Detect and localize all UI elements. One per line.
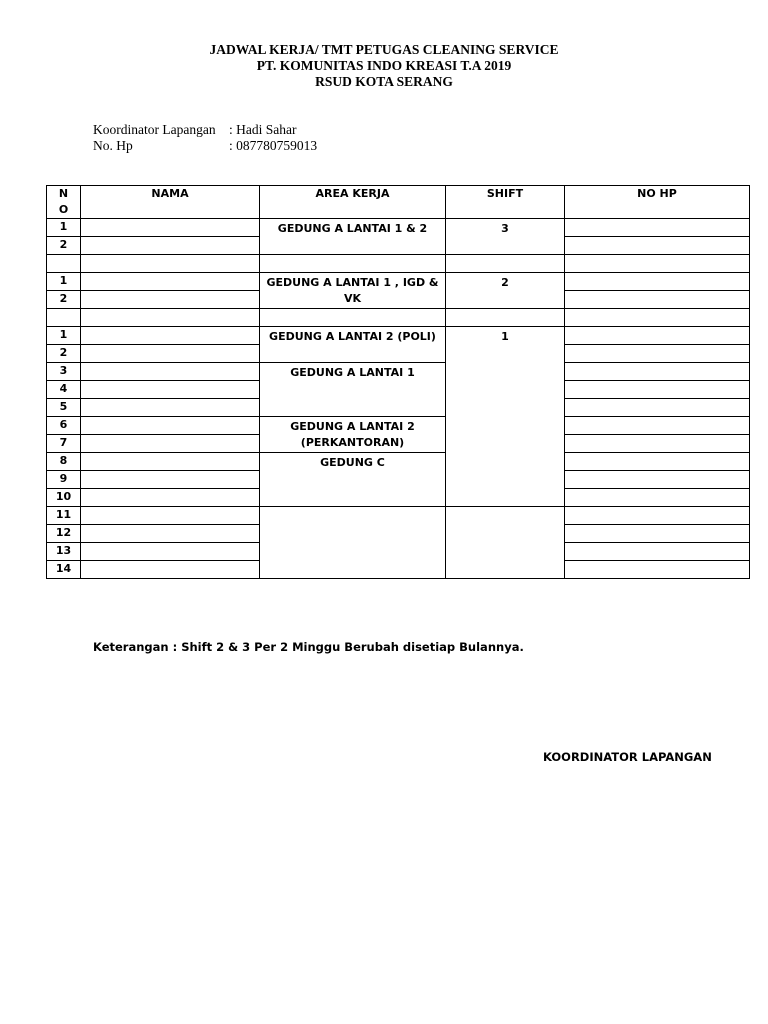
nohp-cell — [565, 363, 750, 381]
coordinator-label: Koordinator Lapangan — [93, 122, 216, 137]
nohp-cell — [565, 327, 750, 345]
row-number: 5 — [47, 399, 81, 417]
nohp-cell — [565, 507, 750, 525]
row-number: 6 — [47, 417, 81, 435]
nohp-cell — [565, 417, 750, 435]
nama-cell — [81, 507, 260, 525]
row-number: 1 — [47, 219, 81, 237]
area-cell: GEDUNG A LANTAI 1 — [260, 363, 446, 417]
area-cell-empty — [260, 507, 446, 579]
shift-cell: 1 — [446, 327, 565, 507]
nama-cell — [81, 471, 260, 489]
row-number: 11 — [47, 507, 81, 525]
nama-cell — [81, 291, 260, 309]
shift-cell: 2 — [446, 273, 565, 309]
row-number: 14 — [47, 561, 81, 579]
table-row — [47, 417, 750, 435]
table-row — [47, 273, 750, 291]
nama-cell — [81, 273, 260, 291]
nama-cell — [81, 237, 260, 255]
nama-cell — [81, 219, 260, 237]
nohp-cell — [565, 561, 750, 579]
nohp-cell — [565, 399, 750, 417]
coordinator-info — [93, 122, 317, 154]
table-row — [47, 219, 750, 237]
signature-label: KOORDINATOR LAPANGAN — [543, 750, 712, 764]
header-shift: SHIFT — [446, 186, 565, 219]
nama-cell — [81, 435, 260, 453]
note-text: Keterangan : Shift 2 & 3 Per 2 Minggu Berubah disetiap Bulannya. — [93, 640, 524, 654]
nama-cell — [81, 381, 260, 399]
schedule-table — [46, 185, 750, 579]
nama-cell — [81, 327, 260, 345]
row-number: 2 — [47, 237, 81, 255]
nama-cell — [81, 417, 260, 435]
nama-cell — [81, 543, 260, 561]
area-cell: GEDUNG A LANTAI 1 & 2 — [260, 219, 446, 255]
table-row — [47, 327, 750, 345]
table-header-row — [47, 186, 750, 219]
nama-cell — [81, 399, 260, 417]
nama-cell — [81, 453, 260, 471]
area-cell: GEDUNG A LANTAI 1 , IGD & VK — [260, 273, 446, 309]
row-number: 12 — [47, 525, 81, 543]
nohp-cell — [565, 453, 750, 471]
nohp-cell — [565, 525, 750, 543]
nohp-cell — [565, 489, 750, 507]
row-number: 4 — [47, 381, 81, 399]
row-number: 2 — [47, 291, 81, 309]
shift-cell: 3 — [446, 219, 565, 255]
nohp-cell — [565, 543, 750, 561]
nama-cell — [81, 561, 260, 579]
header-nohp: NO HP — [565, 186, 750, 219]
title-line-3: RSUD KOTA SERANG — [315, 74, 453, 89]
row-number: 7 — [47, 435, 81, 453]
row-number: 8 — [47, 453, 81, 471]
nohp-cell — [565, 219, 750, 237]
nama-cell — [81, 525, 260, 543]
area-cell: GEDUNG A LANTAI 2 (PERKANTORAN) — [260, 417, 446, 453]
header-no: N O — [47, 186, 81, 219]
phone-value: : 087780759013 — [229, 138, 318, 153]
area-cell: GEDUNG A LANTAI 2 (POLI) — [260, 327, 446, 363]
nama-cell — [81, 345, 260, 363]
nohp-cell — [565, 345, 750, 363]
table-row — [47, 453, 750, 471]
area-cell: GEDUNG C — [260, 453, 446, 507]
nohp-cell — [565, 381, 750, 399]
row-number: 1 — [47, 327, 81, 345]
row-number: 1 — [47, 273, 81, 291]
row-number: 2 — [47, 345, 81, 363]
shift-cell-empty — [446, 507, 565, 579]
nohp-cell — [565, 435, 750, 453]
table-row — [47, 363, 750, 381]
title-line-2: PT. KOMUNITAS INDO KREASI T.A 2019 — [256, 58, 512, 73]
row-number: 13 — [47, 543, 81, 561]
document-title — [0, 42, 768, 90]
nama-cell — [81, 489, 260, 507]
row-number: 9 — [47, 471, 81, 489]
table-row — [47, 507, 750, 525]
spacer-row — [47, 255, 750, 273]
nohp-cell — [565, 471, 750, 489]
spacer-row — [47, 309, 750, 327]
row-number: 3 — [47, 363, 81, 381]
coordinator-name: : Hadi Sahar — [229, 122, 297, 137]
header-nama: NAMA — [81, 186, 260, 219]
row-number: 10 — [47, 489, 81, 507]
nama-cell — [81, 363, 260, 381]
title-line-1: JADWAL KERJA/ TMT PETUGAS CLEANING SERVICE — [209, 42, 559, 57]
nohp-cell — [565, 291, 750, 309]
nohp-cell — [565, 237, 750, 255]
nohp-cell — [565, 273, 750, 291]
phone-label: No. Hp — [93, 138, 133, 153]
header-area: AREA KERJA — [260, 186, 446, 219]
